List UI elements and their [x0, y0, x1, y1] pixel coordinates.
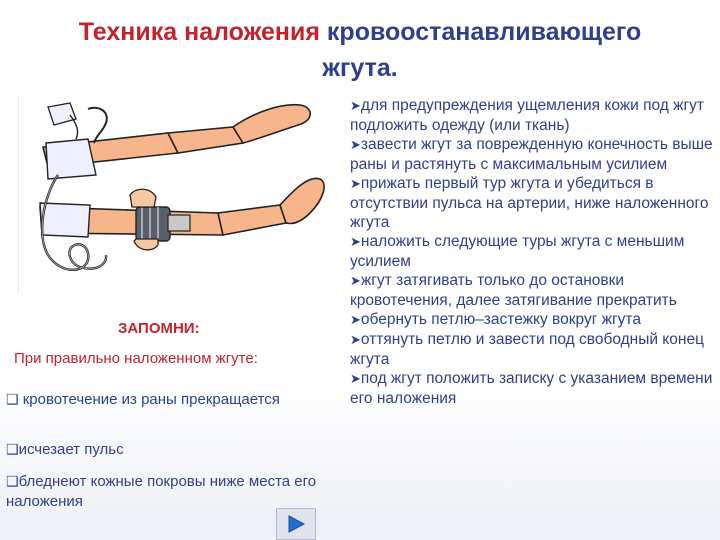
tourniquet-application-illustration [18, 95, 328, 293]
square-bullet-icon: ❑ [6, 442, 19, 458]
play-next-icon [286, 514, 306, 534]
list-item-text: для предупреждения ущемления кожи под жгут подложить одежду (или ткань) [350, 97, 705, 134]
remember-subtitle: При правильно наложенном жгуте: [14, 350, 258, 367]
square-bullet-icon: ❑ [6, 392, 19, 408]
arrow-bullet-icon: ➤ [350, 99, 361, 114]
list-item-text: под жгут положить записку с указанием времени его наложения [350, 370, 713, 407]
square-bullet-icon: ❑ [6, 474, 19, 490]
list-item-text: завести жгут за поврежденную конечность выше раны и растянуть с максимальным усилием [350, 136, 713, 173]
arrow-bullet-icon: ➤ [350, 333, 361, 348]
list-item [350, 135, 715, 174]
next-slide-button[interactable] [276, 508, 316, 540]
list-item [350, 310, 715, 330]
arrow-bullet-icon: ➤ [350, 274, 361, 289]
list-item [6, 472, 336, 511]
arrow-bullet-icon: ➤ [350, 372, 361, 387]
arrow-bullet-icon: ➤ [350, 313, 361, 328]
list-item [350, 96, 715, 135]
list-item-text: прижать первый тур жгута и убедиться в отсутствии пульса на артерии, ниже наложенного жгута [350, 175, 709, 231]
remember-heading: ЗАПОМНИ: [118, 320, 200, 337]
title-part-3: жгута. [322, 54, 398, 82]
list-item-text: бледнеют кожные покровы ниже места его наложения [6, 473, 317, 510]
slide-title [30, 14, 690, 86]
arrow-bullet-icon: ➤ [350, 235, 361, 250]
arrow-bullet-icon: ➤ [350, 138, 361, 153]
arrow-bullet-icon: ➤ [350, 177, 361, 192]
list-item-text: кровотечение из раны прекращается [22, 391, 280, 408]
list-item-text: наложить следующие туры жгута с меньшим усилием [350, 233, 685, 270]
title-part-2: кровоостанавливающего [326, 18, 642, 46]
list-item-text: жгут затягивать только до остановки кровотечения, далее затягивание прекратить [350, 272, 677, 309]
list-item [350, 174, 715, 232]
list-item [350, 369, 715, 408]
list-item-text: оттянуть петлю и завести под свободный конец жгута [350, 331, 704, 368]
title-part-1: Техника наложения [78, 18, 327, 46]
list-item [350, 330, 715, 369]
list-item [350, 271, 715, 310]
instruction-list [350, 96, 715, 408]
list-item [350, 232, 715, 271]
list-item-text: исчезает пульс [18, 441, 124, 458]
list-item [6, 440, 336, 460]
list-item-text: обернуть петлю–застежку вокруг жгута [360, 311, 641, 328]
list-item [6, 390, 336, 410]
